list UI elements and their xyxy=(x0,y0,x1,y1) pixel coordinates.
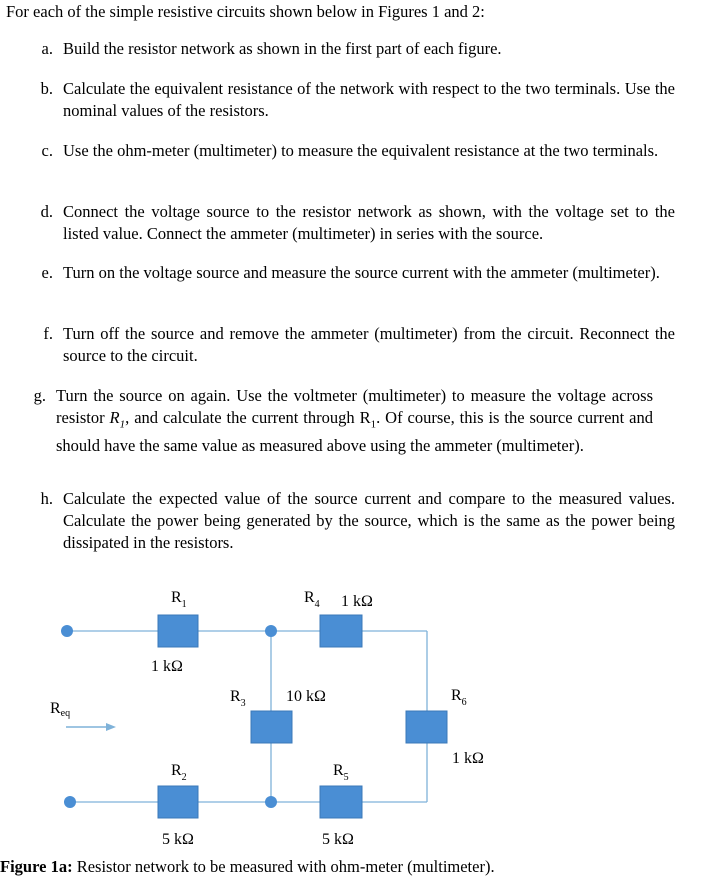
step-marker: e. xyxy=(41,263,53,282)
r4-label: $R_4$ xyxy=(304,589,320,610)
r3-value: 10 kΩ xyxy=(286,688,326,705)
step-text: Calculate the expected value of the source current and compare to the measured values. Calculate the power being generated by the source, which is the same as the power being dissipated in the resistors. xyxy=(63,489,675,552)
step-text: Connect the voltage source to the resistor network as shown, with the voltage set to the listed value. Connect the ammeter (multimeter) in series with the source. xyxy=(63,202,675,243)
caption-label: Figure 1a: xyxy=(0,857,73,876)
caption-text: Resistor network to be measured with ohm-meter (multimeter). xyxy=(72,857,495,876)
r5-value: 5 kΩ xyxy=(322,831,354,848)
step-text: Turn the source on again. Use the voltmeter (multimeter) to measure the voltage across resistor $R_1$, and calculate the current through $R_1$. Of course, this is the source current and should have the same value as measured above using the ammeter (multimeter). xyxy=(56,386,654,456)
r1-value: 1 kΩ xyxy=(151,658,183,675)
figure-caption xyxy=(0,857,495,877)
circuit-wires xyxy=(67,631,427,802)
step-text: Turn off the source and remove the ammeter (multimeter) from the circuit. Reconnect the source to the circuit. xyxy=(63,324,675,365)
r5-label: $R_5$ xyxy=(333,762,349,783)
r6-label: $R_6$ xyxy=(451,687,467,708)
step-text: Use the ohm-meter (multimeter) to measure the equivalent resistance at the two terminals. xyxy=(63,141,659,160)
terminal-bottom xyxy=(64,796,76,808)
resistor-r3 xyxy=(251,711,292,743)
step-marker: b. xyxy=(40,79,53,98)
resistor-r2 xyxy=(158,786,198,818)
r3-label: $R_3$ xyxy=(230,688,246,709)
step-marker: f. xyxy=(43,324,53,343)
resistor-r6 xyxy=(406,711,447,743)
r2-label: $R_2$ xyxy=(171,762,187,783)
r2-value: 5 kΩ xyxy=(162,831,194,848)
step-marker: g. xyxy=(33,386,46,405)
step-text: Build the resistor network as shown in the first part of each figure. xyxy=(63,39,502,58)
step-marker: a. xyxy=(41,39,53,58)
resistor-r4 xyxy=(320,615,362,647)
terminal-top xyxy=(61,625,73,637)
req-arrow xyxy=(66,723,116,731)
junction-bottom xyxy=(265,796,277,808)
step-marker: d. xyxy=(40,202,53,221)
r1-label: $R_1$ xyxy=(171,589,187,610)
step-text: Calculate the equivalent resistance of the network with respect to the two terminals. Use the nominal values of the resistors. xyxy=(63,79,675,120)
r6-value: 1 kΩ xyxy=(452,750,484,767)
resistor-r1 xyxy=(158,615,198,647)
req-label: Req xyxy=(50,700,71,719)
r4-value: 1 kΩ xyxy=(341,593,373,610)
junction-top xyxy=(265,625,277,637)
step-text: Turn on the voltage source and measure the source current with the ammeter (multimeter). xyxy=(63,263,660,282)
step-marker: c. xyxy=(41,141,53,160)
intro-text: For each of the simple resistive circuits shown below in Figures 1 and 2: xyxy=(6,2,485,21)
step-marker: h. xyxy=(40,489,53,508)
resistor-r5 xyxy=(320,786,362,818)
